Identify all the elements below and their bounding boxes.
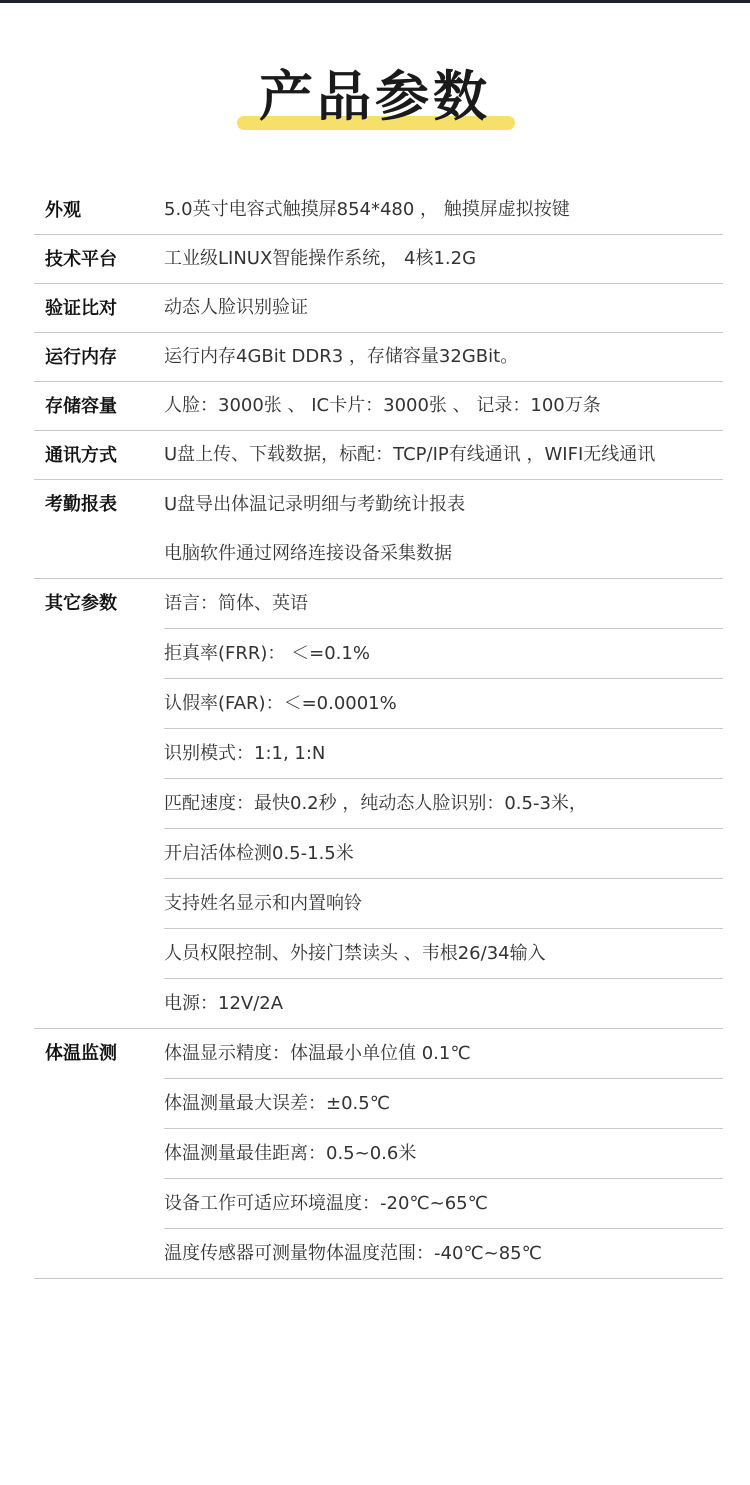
spec-value-line: 开启活体检测0.5-1.5米 [164, 829, 723, 879]
spec-values [164, 480, 723, 578]
spec-table [34, 186, 723, 1279]
top-divider [0, 0, 750, 3]
spec-row [34, 579, 723, 1029]
spec-values [164, 235, 723, 283]
spec-values [164, 579, 723, 1028]
spec-label: 通讯方式 [45, 445, 117, 466]
spec-values [164, 186, 723, 234]
spec-label: 技术平台 [45, 249, 117, 270]
spec-value-line: 运行内存4GBit DDR3 ，存储容量32GBit。 [164, 346, 519, 367]
spec-value-line: 匹配速度：最快0.2秒 ，纯动态人脸识别：0.5-3米， [164, 779, 723, 829]
spec-row [34, 186, 723, 235]
spec-value-line: U盘导出体温记录明细与考勤统计报表 [164, 494, 466, 515]
spec-label: 体温监测 [45, 1043, 117, 1064]
spec-value-line: 温度传感器可测量物体温度范围：-40℃~85℃ [164, 1243, 542, 1264]
spec-value-line: 工业级LINUX智能操作系统， 4核1.2G [164, 248, 477, 269]
spec-values [164, 333, 723, 381]
spec-row [34, 480, 723, 579]
spec-value-line: 识别模式：1:1, 1:N [164, 729, 723, 779]
spec-values [164, 431, 723, 479]
spec-values [164, 1029, 723, 1278]
spec-value-line: 5.0英寸电容式触摸屏854*480 ， 触摸屏虚拟按键 [164, 199, 570, 220]
spec-row [34, 333, 723, 382]
spec-label: 外观 [45, 200, 81, 221]
spec-row [34, 235, 723, 284]
spec-value-line: 电源：12V/2A [164, 993, 284, 1014]
spec-values [164, 284, 723, 332]
spec-value-line: 支持姓名显示和内置响铃 [164, 879, 723, 929]
spec-value-line: 设备工作可适应环境温度：-20℃~65℃ [164, 1179, 723, 1229]
spec-row [34, 431, 723, 480]
spec-row [34, 382, 723, 431]
spec-label: 存储容量 [45, 396, 117, 417]
spec-value-line: 人脸：3000张 、 IC卡片：3000张 、 记录：100万条 [164, 395, 601, 416]
page-title: 产品参数 [259, 65, 491, 128]
spec-label: 其它参数 [45, 593, 117, 614]
spec-value-line: 认假率(FAR)：＜=0.0001% [164, 679, 723, 729]
spec-value-line: 动态人脸识别验证 [164, 297, 308, 318]
spec-value-line: 拒真率(FRR)： ＜=0.1% [164, 629, 723, 679]
spec-value-line: 语言：简体、英语 [164, 579, 723, 629]
spec-label: 运行内存 [45, 347, 117, 368]
spec-row [34, 284, 723, 333]
spec-values [164, 382, 723, 430]
spec-value-line: U盘上传、下载数据，标配：TCP/IP有线通讯 ，WIFI无线通讯 [164, 444, 656, 465]
spec-value-line: 体温测量最大误差：±0.5℃ [164, 1079, 723, 1129]
spec-value-line: 体温显示精度：体温最小单位值 0.1℃ [164, 1029, 723, 1079]
spec-row [34, 1029, 723, 1279]
spec-label: 验证比对 [45, 298, 117, 319]
spec-label: 考勤报表 [45, 494, 117, 515]
spec-value-line: 人员权限控制、外接门禁读头 、韦根26/34输入 [164, 929, 723, 979]
spec-value-line: 体温测量最佳距离：0.5~0.6米 [164, 1129, 723, 1179]
spec-value-line: 电脑软件通过网络连接设备采集数据 [164, 543, 452, 564]
title-block [0, 62, 750, 142]
